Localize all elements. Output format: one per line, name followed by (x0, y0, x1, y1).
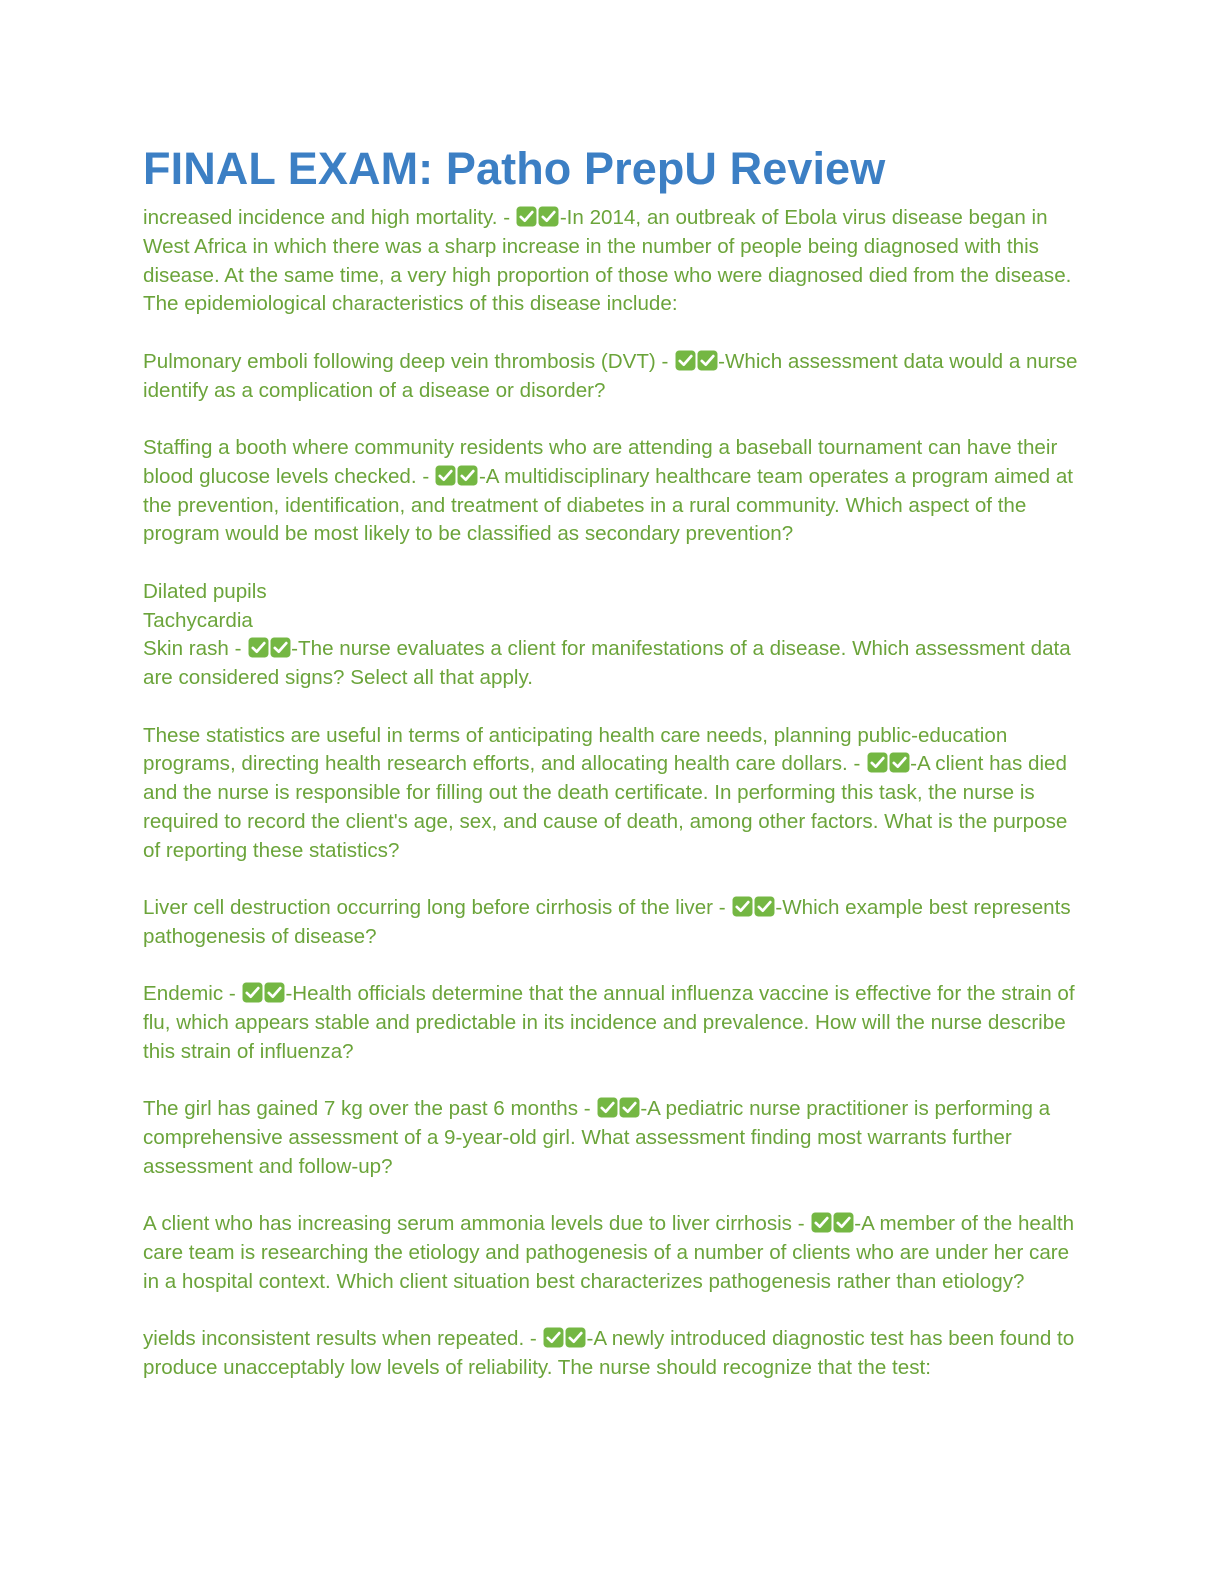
answer-text: A client who has increasing serum ammonia levels due to liver cirrhosis (143, 1212, 792, 1236)
separator: - (228, 637, 248, 661)
separator: - (497, 206, 516, 229)
separator: - (713, 896, 732, 919)
check-mark-box-icon (597, 1097, 618, 1118)
qa-entry (143, 1095, 1078, 1181)
answer-text: Staffing a booth where community residents who are attending a baseball tournament can have their blood glucose levels checked. (143, 436, 1058, 488)
question-text: -Which example best represents pathogenesis of disease? (143, 896, 1071, 948)
answer-text: The girl has gained 7 kg over the past 6 months (143, 1097, 579, 1121)
page-title: FINAL EXAM: Patho PrepU Review (143, 143, 886, 194)
question-text: -Which assessment data would a nurse identify as a complication of a disease or disorder? (143, 349, 1078, 402)
answer-text: yields inconsistent results when repeated. (143, 1327, 525, 1351)
check-mark-box-icon (457, 465, 478, 486)
check-mark-box-icon (867, 752, 888, 773)
separator: - (847, 752, 867, 776)
answer-text: Dilated pupils (143, 579, 267, 603)
separator: - (416, 464, 435, 488)
answer-text: Tachycardia (143, 608, 253, 632)
check-mark-box-icon (516, 206, 537, 227)
question-text: -The nurse evaluates a client for manifestations of a disease. Which assessment data are considered signs? Select all that apply. (143, 637, 1071, 689)
question-text: -Health officials determine that the annual influenza vaccine is effective for the strain of flu, which appears stable and predictable in its incidence and prevalence. How will the nurse describe this strain of influenza? (143, 982, 1075, 1063)
answer-text: These statistics are useful in terms of anticipating health care needs, planning public-education programs, directing health research efforts, and allocating health care dollars. (143, 723, 1008, 776)
check-mark-box-icon (675, 350, 696, 371)
check-mark-box-icon (889, 752, 910, 773)
qa-entry (143, 894, 1078, 952)
qa-entry (143, 204, 1078, 319)
question-text: -A multidisciplinary healthcare team operates a program aimed at the prevention, identification, and treatment of diabetes in a rural community. Which aspect of the program would be most likely to be classified as secondary prevention? (143, 464, 1074, 546)
separator: - (223, 982, 242, 1006)
qa-list (143, 204, 1078, 1383)
check-mark-box-icon (754, 896, 775, 917)
separator: - (655, 349, 675, 373)
check-mark-box-icon (619, 1097, 640, 1118)
answer-text: Pulmonary emboli following deep vein thrombosis (DVT) (143, 349, 656, 373)
check-mark-box-icon (811, 1212, 832, 1233)
check-mark-box-icon (242, 982, 263, 1003)
check-mark-box-icon (833, 1212, 854, 1233)
qa-entry (143, 1210, 1078, 1296)
answer-text: Liver cell destruction occurring long before cirrhosis of the liver (143, 896, 714, 919)
separator: - (524, 1327, 543, 1351)
document-page (143, 138, 1078, 1412)
qa-entry (143, 722, 1078, 866)
check-mark-box-icon (543, 1327, 564, 1348)
question-text: -A pediatric nurse practitioner is performing a comprehensive assessment of a 9-year-old girl. What assessment finding most warrants further assessment and follow-up? (143, 1097, 1051, 1178)
qa-entry (143, 434, 1078, 549)
qa-entry (143, 980, 1078, 1066)
check-mark-box-icon (538, 206, 559, 227)
question-text: -A member of the health care team is researching the etiology and pathogenesis of a number of clients who are under her care in a hospital context. Which client situation best characterizes pathogenesis rather than etiology? (143, 1212, 1075, 1293)
check-mark-box-icon (270, 637, 291, 658)
check-mark-box-icon (248, 637, 269, 658)
answer-text: Skin rash (143, 637, 229, 661)
check-mark-box-icon (264, 982, 285, 1003)
separator: - (791, 1212, 811, 1236)
check-mark-box-icon (435, 465, 456, 486)
check-mark-box-icon (732, 896, 753, 917)
check-mark-box-icon (697, 350, 718, 371)
question-text: -A client has died and the nurse is responsible for filling out the death certificate. In performing this task, the nurse is required to record the client's age, sex, and cause of death, among other factors. What is the purpose of reporting these statistics? (143, 752, 1068, 862)
qa-entry (143, 348, 1078, 406)
check-mark-box-icon (565, 1327, 586, 1348)
qa-entry (143, 1325, 1078, 1383)
answer-text: increased incidence and high mortality. (143, 206, 498, 229)
question-text: -A newly introduced diagnostic test has been found to produce unacceptably low levels of reliability. The nurse should recognize that the test: (143, 1327, 1075, 1379)
separator: - (578, 1097, 597, 1121)
answer-text: Endemic (143, 982, 224, 1006)
qa-entry (143, 578, 1078, 693)
question-text: -In 2014, an outbreak of Ebola virus disease began in West Africa in which there was a sharp increase in the number of people being diagnosed with this disease. At the same time, a very high proportion of those who were diagnosed died from the disease. The epidemiological characteristics of this disease include: (143, 206, 1072, 316)
